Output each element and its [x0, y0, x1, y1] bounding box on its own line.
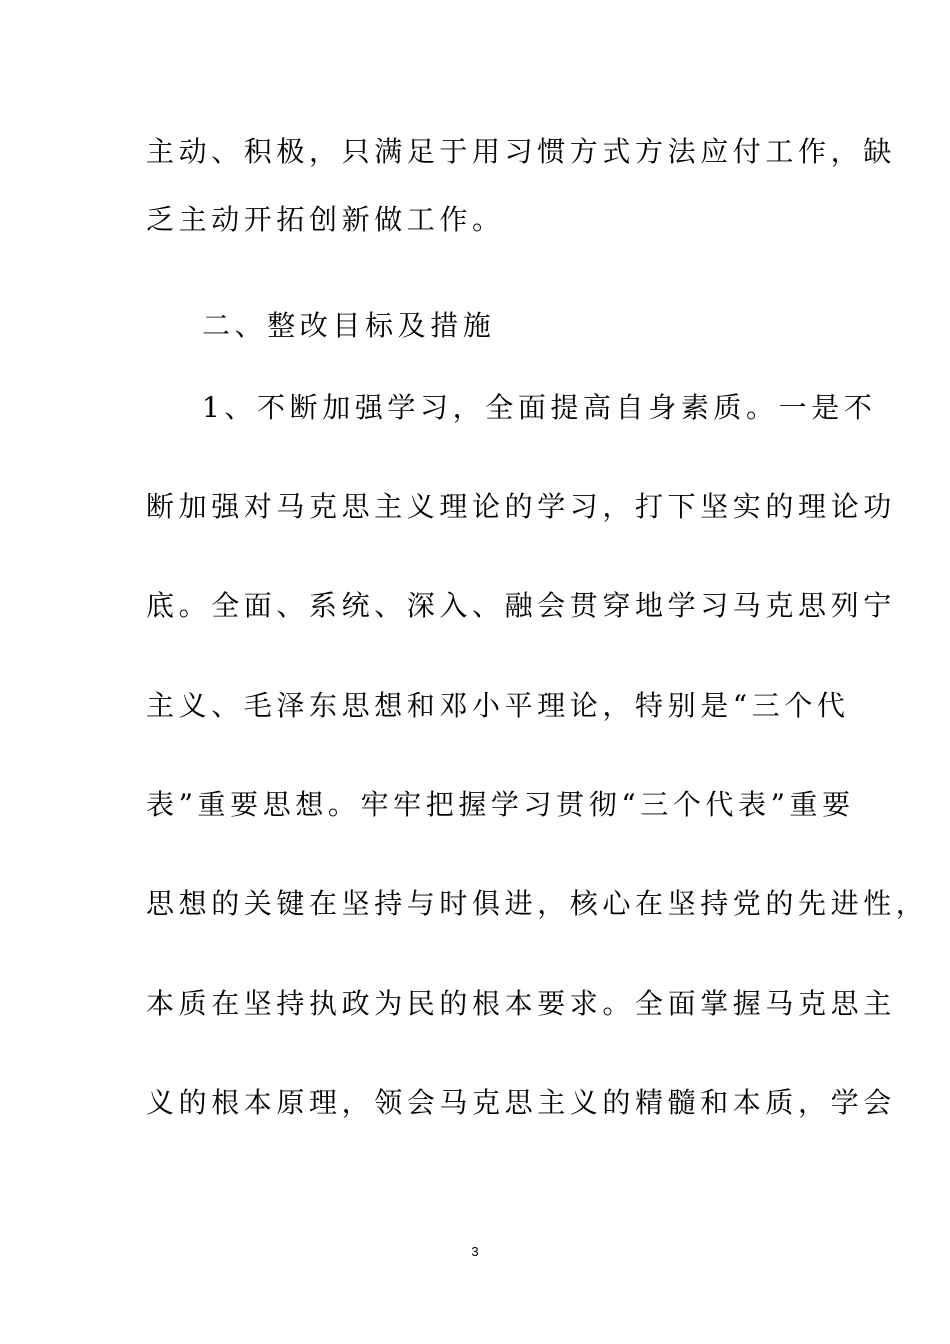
- body-line-5: 断加强对马克思主义理论的学习，打下坚实的理论功: [146, 490, 896, 523]
- body-line-8: 表”重要思想。牢牢把握学习贯彻“三个代表”重要: [146, 788, 855, 821]
- section-heading: 二、整改目标及措施: [202, 309, 496, 342]
- body-line-1: 主动、积极，只满足于用习惯方式方法应付工作，缺: [146, 135, 896, 168]
- body-line-2: 乏主动开拓创新做工作。: [146, 203, 505, 236]
- body-line-4: 1、不断加强学习，全面提高自身素质。一是不: [202, 391, 877, 424]
- body-line-6: 底。全面、系统、深入、融会贯穿地学习马克思列宁: [146, 589, 896, 622]
- body-line-10: 本质在坚持执政为民的根本要求。全面掌握马克思主: [146, 987, 896, 1020]
- body-line-9: 思想的关键在坚持与时俱进，核心在坚持党的先进性，: [146, 887, 929, 920]
- page-number: 3: [471, 1244, 479, 1259]
- body-line-7: 主义、毛泽东思想和邓小平理论，特别是“三个代: [146, 689, 850, 722]
- body-line-11: 义的根本原理，领会马克思主义的精髓和本质，学会: [146, 1086, 896, 1119]
